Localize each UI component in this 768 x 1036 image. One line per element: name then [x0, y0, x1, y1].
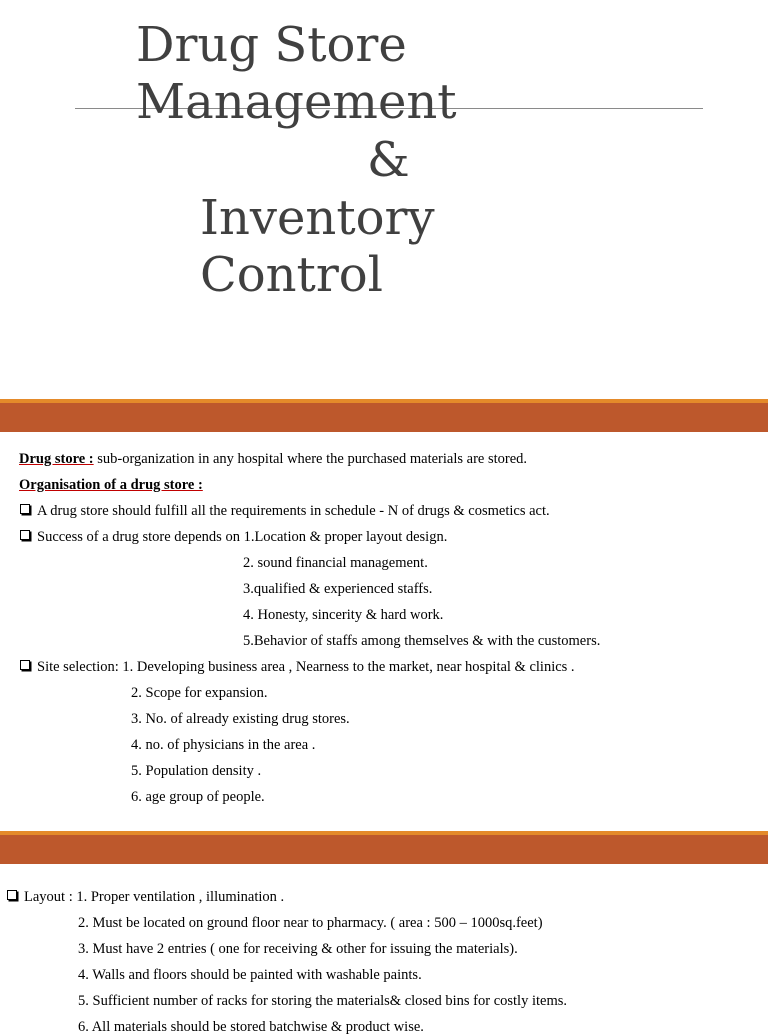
site-factor: 6. age group of people. — [131, 789, 265, 805]
success-factor: 2. sound financial management. — [243, 555, 428, 571]
site-factor: 5. Population density . — [131, 763, 262, 779]
slide-header-band — [0, 399, 768, 432]
layout-point: 3. Must have 2 entries ( one for receiving & other for issuing the materials). — [78, 941, 518, 957]
slide-header-band — [0, 831, 768, 864]
title-line-2: Management — [136, 74, 457, 130]
bullet-item — [7, 888, 284, 906]
organisation-heading: Organisation of a drug store : — [19, 477, 203, 493]
title-line-3: & — [367, 132, 410, 188]
site-factor: 3. No. of already existing drug stores. — [131, 711, 350, 727]
definition-term: Drug store : — [19, 451, 94, 467]
layout-point: 5. Sufficient number of racks for storing the materials& closed bins for costly items. — [78, 993, 567, 1009]
bullet-text: Success of a drug store depends on 1.Location & proper layout design. — [37, 529, 448, 545]
title-line-4: Inventory — [200, 190, 435, 246]
definition-text: sub-organization in any hospital where the purchased materials are stored. — [93, 451, 528, 467]
success-factor: 3.qualified & experienced staffs. — [243, 581, 433, 597]
bullet-item — [20, 528, 447, 546]
title-line-1: Drug Store — [136, 17, 407, 73]
success-factor: 4. Honesty, sincerity & hard work. — [243, 607, 444, 623]
definition-line — [19, 450, 527, 468]
site-factor: 2. Scope for expansion. — [131, 685, 268, 701]
site-factor: 4. no. of physicians in the area . — [131, 737, 316, 753]
square-bullet-icon — [7, 890, 17, 900]
bullet-item — [20, 658, 575, 676]
bullet-text: Layout : 1. Proper ventilation , illumination . — [24, 889, 285, 905]
square-bullet-icon — [20, 530, 30, 540]
square-bullet-icon — [20, 660, 30, 670]
bullet-text: Site selection: 1. Developing business area , Nearness to the market, near hospital & clinics . — [37, 659, 575, 675]
title-line-5: Control — [200, 247, 384, 303]
success-factor: 5.Behavior of staffs among themselves & with the customers. — [243, 633, 601, 649]
layout-point: 2. Must be located on ground floor near to pharmacy. ( area : 500 – 1000sq.feet) — [78, 915, 543, 931]
layout-point: 6. All materials should be stored batchwise & product wise. — [78, 1019, 424, 1035]
layout-point: 4. Walls and floors should be painted with washable paints. — [78, 967, 422, 983]
square-bullet-icon — [20, 504, 30, 514]
bullet-text: A drug store should fulfill all the requirements in schedule - N of drugs & cosmetics act. — [37, 503, 550, 519]
bullet-item — [20, 502, 550, 520]
